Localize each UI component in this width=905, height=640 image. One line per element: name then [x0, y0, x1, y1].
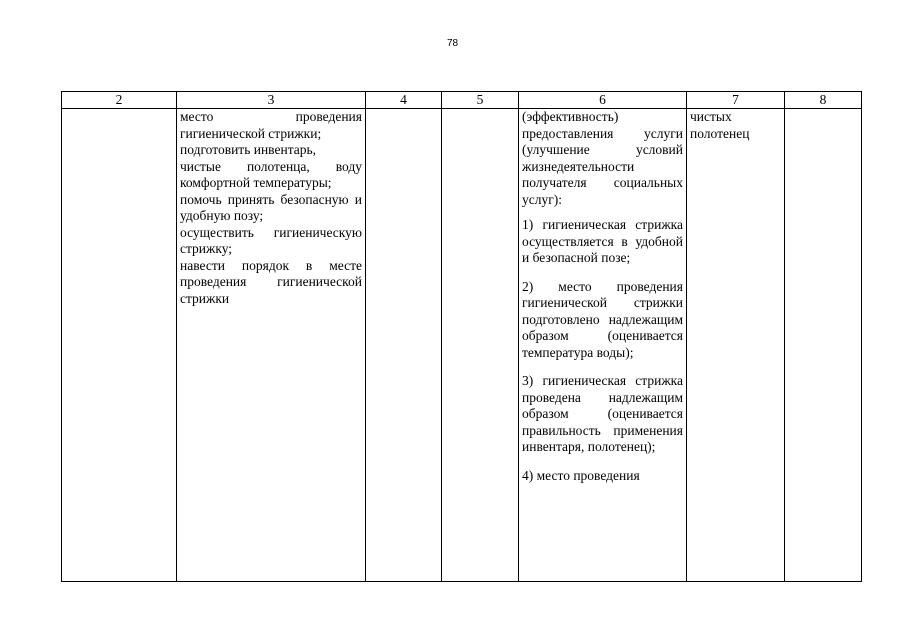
col6-criterion-3: 3) гигиеническая стрижка проведена надлежащим образом (оценивается правильность применения инвентаря, полотенец); — [522, 373, 683, 454]
col6-criterion-2: 2) место проведения гигиенической стрижки подготовлено надлежащим образом (оценивается температура воды); — [522, 278, 683, 360]
header-col-7: 7 — [687, 92, 785, 109]
header-col-2: 2 — [62, 92, 177, 109]
page-number: 78 — [446, 38, 459, 49]
col3-line: место проведения гигиенической стрижки; — [180, 109, 362, 141]
col3-line: чистые полотенца, воду комфортной температуры; — [180, 158, 362, 190]
col3-line: подготовить инвентарь, — [180, 142, 317, 157]
cell-col-6 — [519, 109, 687, 582]
table-header-row — [62, 92, 862, 109]
col3-line: навести порядок в месте проведения гигиенической стрижки — [180, 257, 362, 306]
col3-line: осуществить гигиеническую стрижку; — [180, 224, 362, 256]
col6-criterion-1: 1) гигиеническая стрижка осуществляется в удобной и безопасной позе; — [522, 217, 683, 265]
cell-col-8 — [785, 109, 862, 582]
col6-paragraph: (эффективность) предоставления услуги (улучшение условий жизнедеятельности получателя социальных услуг): — [522, 109, 683, 207]
cell-col-4 — [366, 109, 442, 582]
col3-line: помочь принять безопасную и удобную позу; — [180, 191, 362, 223]
table-row — [62, 109, 862, 582]
cell-col-3 — [177, 109, 366, 582]
header-col-8: 8 — [785, 92, 862, 109]
cell-col-5 — [442, 109, 519, 582]
header-col-6: 6 — [519, 92, 687, 109]
cell-col-7: чистых полотенец — [687, 109, 785, 582]
header-col-4: 4 — [366, 92, 442, 109]
header-col-5: 5 — [442, 92, 519, 109]
cell-col-2 — [62, 109, 177, 582]
col6-criterion-4: 4) место проведения — [522, 467, 640, 483]
document-table — [61, 91, 862, 582]
header-col-3: 3 — [177, 92, 366, 109]
